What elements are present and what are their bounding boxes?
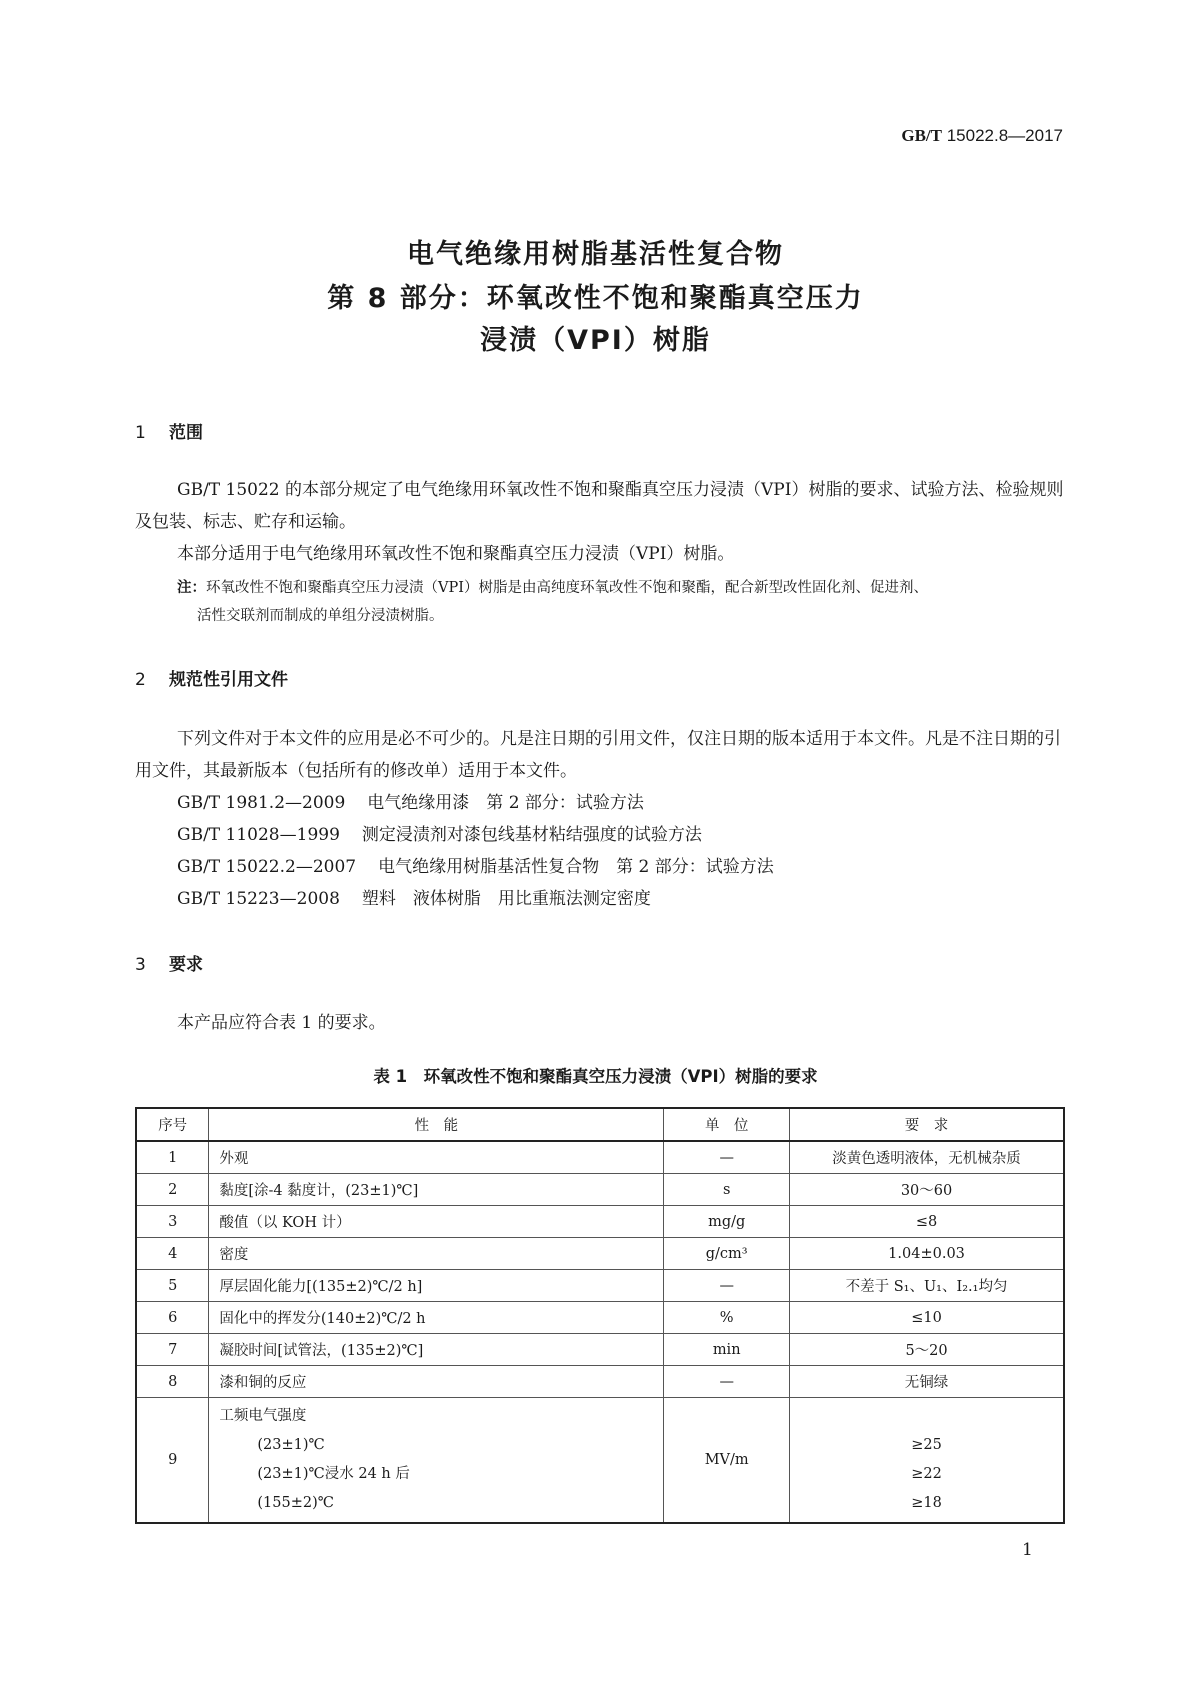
reference-2: GB/T 11028—1999 测定浸渍剂对漆包线基材粘结强度的试验方法 [177,825,702,845]
table-caption: 表 1 环氧改性不饱和聚酯真空压力浸渍（VPI）树脂的要求 [373,1067,818,1086]
requirements-table [135,1107,1065,1524]
section-3-paragraph: 本产品应符合表 1 的要求。 [177,1013,386,1033]
section-1-paragraph-2: 本部分适用于电气绝缘用环氧改性不饱和聚酯真空压力浸渍（VPI）树脂。 [177,544,735,564]
table-row: 1 外观 — 淡黄色透明液体，无机械杂质 [136,1141,1064,1174]
note-label: 注： [177,580,206,596]
header-requirement: 要 求 [790,1108,1064,1141]
property-main: 工频电气强度 [219,1408,307,1424]
reference-3: GB/T 15022.2—2007 电气绝缘用树脂基活性复合物 第 2 部分：试验方法 [177,857,774,877]
section-1-note: 注：环氧改性不饱和聚酯真空压力浸渍（VPI）树脂是由高纯度环氧改性不饱和聚酯，配合新型改性固化剂、促进剂、 活性交联剂而制成的单组分浸渍树脂。 [177,580,928,624]
section-2-heading: 2 规范性引用文件 [135,670,288,690]
table-row: 8 漆和铜的反应 — 无铜绿 [136,1366,1064,1398]
table-row: 2 黏度[涂-4 黏度计，(23±1)℃] s 30～60 [136,1174,1064,1206]
table-header-row [136,1108,1064,1141]
table-row: 7 凝胶时间[试管法，(135±2)℃] min 5～20 [136,1334,1064,1366]
header-property: 性 能 [209,1108,664,1141]
header-unit: 单 位 [664,1108,790,1141]
table-row: 4 密度 g/cm³ 1.04±0.03 [136,1238,1064,1270]
table-row-9: 9 工频电气强度 (23±1)℃ (23±1)℃浸水 24 h 后 (155±2)℃ MV/m ≥25 ≥22 ≥18 [136,1398,1064,1524]
title-line-3: 浸渍（VPI）树脂 [480,325,711,356]
section-2-paragraph: 下列文件对于本文件的应用是必不可少的。凡是注日期的引用文件，仅注日期的版本适用于本文件。凡是不注日期的引用文件，其最新版本（包括所有的修改单）适用于本文件。 [135,729,1061,781]
section-1-paragraph-1: GB/T 15022 的本部分规定了电气绝缘用环氧改性不饱和聚酯真空压力浸渍（VPI）树脂的要求、试验方法、检验规则及包装、标志、贮存和运输。 [135,480,1064,532]
standard-code: 15022.8—2017 [946,126,1063,145]
standard-prefix: GB/T [901,126,942,145]
title-line-2: 第 8 部分：环氧改性不饱和聚酯真空压力 [327,283,864,314]
standard-number [901,126,1063,146]
section-1-heading: 1 范围 [135,423,203,443]
reference-4: GB/T 15223—2008 塑料 液体树脂 用比重瓶法测定密度 [177,889,651,909]
title-line-1: 电气绝缘用树脂基活性复合物 [407,239,784,270]
section-3-heading: 3 要求 [135,955,203,975]
reference-1: GB/T 1981.2—2009 电气绝缘用漆 第 2 部分：试验方法 [177,793,644,813]
table-row: 6 固化中的挥发分(140±2)℃/2 h % ≤10 [136,1302,1064,1334]
page-number: 1 [1022,1540,1033,1560]
header-no: 序号 [136,1108,209,1141]
table-row: 3 酸值（以 KOH 计） mg/g ≤8 [136,1206,1064,1238]
table-row: 5 厚层固化能力[(135±2)℃/2 h] — 不差于 S₁、U₁、I₂.₁均匀 [136,1270,1064,1302]
